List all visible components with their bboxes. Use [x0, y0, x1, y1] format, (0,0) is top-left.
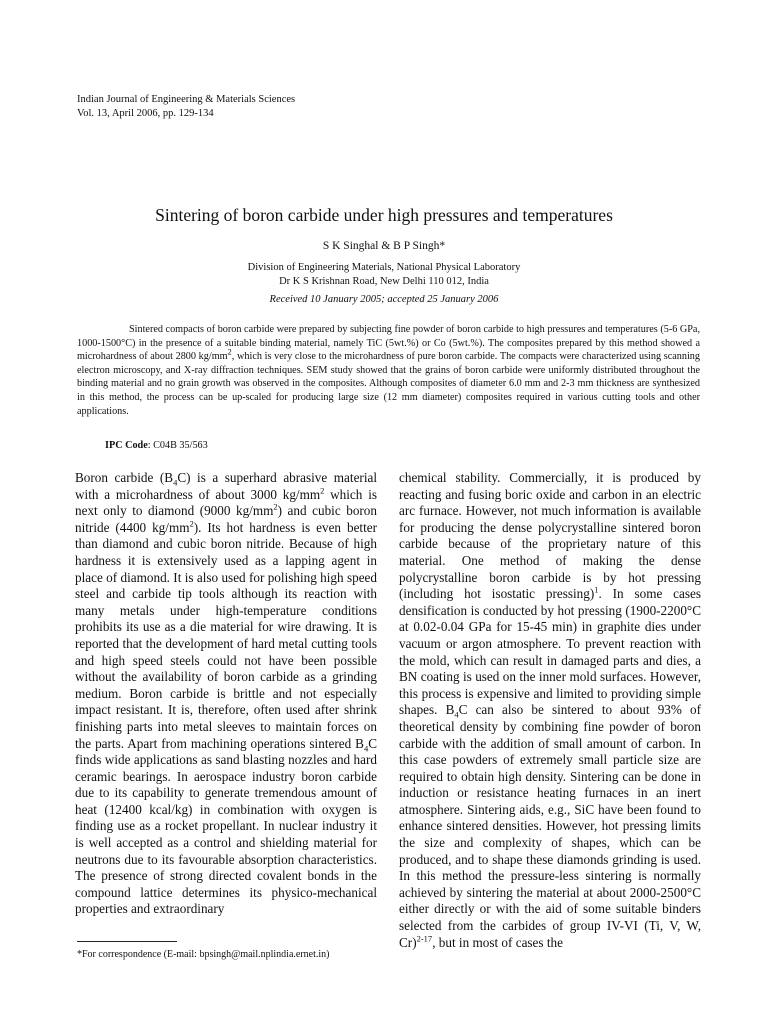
abstract [77, 323, 700, 418]
text-run: ) and cubic boron nitride (4400 kg/mm [75, 503, 377, 535]
text-run: ). Its hot hardness is even better than diamond and cubic boron nitride. Because of high hardness it is extensively used as a lapping agent in place of diamond. It is also used for polishing high speed steel and carbide tip tools although its reaction with many metals under high-temperature conditions prohibits its use as a die material for wire drawing. It is reported that the development of hard metal cutting tools and high speed steels could not have been possible without the availability of boron carbide as a grinding medium. Boron carbide is brittle and not especially impact resistant. It is, therefore, often used after shrink finishing parts into metal sleeves to maintain forces on the parts. Apart from machining operations sintered B [75, 519, 377, 751]
citation-superscript: 1 [594, 584, 599, 595]
subscript: 4 [454, 709, 459, 720]
body-column-right [399, 470, 701, 951]
ipc-label: IPC Code [105, 440, 148, 451]
superscript: 2 [189, 518, 194, 529]
journal-issue: Vol. 13, April 2006, pp. 129-134 [77, 108, 214, 119]
right-column-paragraph [399, 470, 701, 951]
affiliation [0, 261, 768, 289]
text-run: which is next only to diamond (9000 kg/mm [75, 486, 377, 519]
citation-superscript: 2-17 [416, 933, 433, 944]
text-run: . In some cases densification is conducted by hot pressing (1900-2200°C at 0.02-0.04 GPa for 15-45 min) in graphite dies under vacuum or argon atmosphere. To prevent reaction with the mold, which can result in damaged parts and dies, a BN coating is used on the inner mold surfaces. However, this process is expensive and limited to providing simple shapes. B [399, 586, 701, 718]
left-column-paragraph [75, 470, 377, 918]
affiliation-line-2: Dr K S Krishnan Road, New Delhi 110 012, India [279, 276, 489, 287]
text-run: Boron carbide (B [75, 470, 174, 485]
abstract-part-1: Sintered compacts of boron carbide were prepared by subjecting fine powder of boron carbide to high pressures and temperatures (5-6 GPa, 1000-1500°C) in the presence of a suitable binding material, namely TiC (5wt.%) or Co (5wt.%). The composites prepared by this method showed a microhardness of about 2800 kg/mm [77, 324, 700, 363]
subscript: 4 [363, 743, 369, 754]
received-accepted-dates: Received 10 January 2005; accepted 25 January 2006 [269, 294, 499, 305]
journal-header [77, 93, 295, 121]
superscript: 2 [273, 501, 278, 512]
correspondence-footnote: *For correspondence (E-mail: bpsingh@mail.nplindia.ernet.in) [77, 949, 330, 960]
abstract-superscript: 2 [227, 346, 232, 357]
paper-authors: S K Singhal & B P Singh* [322, 240, 446, 252]
superscript: 2 [320, 485, 325, 496]
text-run: , but in most of cases the [432, 934, 563, 950]
ipc-value: : C04B 35/563 [147, 440, 208, 451]
footnote-rule [77, 941, 177, 942]
paper-title: Sintering of boron carbide under high pressures and temperatures [155, 205, 613, 225]
text-run: C finds wide applications as sand blasting nozzles and hard ceramic bearings. In aerospace industry boron carbide due to its capability to generate tremendous amount of heat (12400 kcal/kg) in combination with oxygen is finding use as a rocket propellant. In nuclear industry it is well accepted as a control and shielding material for neutrons due to its favourable absorption characteristics. The presence of strong directed covalent bonds in the compound lattice determines its physico-mechanical properties and extraordinary [75, 735, 377, 917]
abstract-part-2: , which is very close to the microhardness of pure boron carbide. The compacts were characterized using scanning electron microscopy, and X-ray diffraction techniques. SEM study showed that the grains of boron carbide were uniformly distributed throughout the binding material and no grain growth was observed in the composites. Although composites of diameter 6.0 mm and 2-3 mm thickness are synthesized in this method, the process can be up-scaled for producing large size (12 mm diameter) composites required in various cutting tools and other applications. [77, 351, 700, 417]
ipc-code [105, 440, 208, 451]
journal-name: Indian Journal of Engineering & Materials Sciences [77, 94, 296, 105]
subscript: 4 [173, 477, 178, 488]
text-run: C can also be sintered to about 93% of theoretical density by combining fine powder of boron carbide with the addition of small amount of carbon. In this case powders of extremely small particle size are required to obtain high density. Sintering can be done in induction or resistance heating furnaces in an inert atmosphere. Sintering aids, e.g., SiC have been found to enhance sintered densities. However, hot pressing limits the size and complexity of shapes, which can be produced, and to shape these diamonds grinding is used. In this method the pressure-less sintering is normally achieved by sintering the material at about 2000-2500°C either directly or with the aid of some suitable binders selected from the carbides of group IV-VI (Ti, V, W, Cr) [399, 702, 701, 950]
text-run: C) is a superhard abrasive material with a microhardness of about 3000 kg/mm [75, 470, 378, 502]
text-run: chemical stability. Commercially, it is produced by reacting and fusing boric oxide and carbon in an electric arc furnace. However, not much information is available for producing the dense polycrystalline sintered boron carbide because of the proprietary nature of this material. One method of making the dense polycrystalline boron carbide is by hot pressing (including hot isostatic pressing) [399, 470, 701, 602]
affiliation-line-1: Division of Engineering Materials, National Physical Laboratory [247, 262, 521, 273]
body-column-left [75, 470, 377, 918]
